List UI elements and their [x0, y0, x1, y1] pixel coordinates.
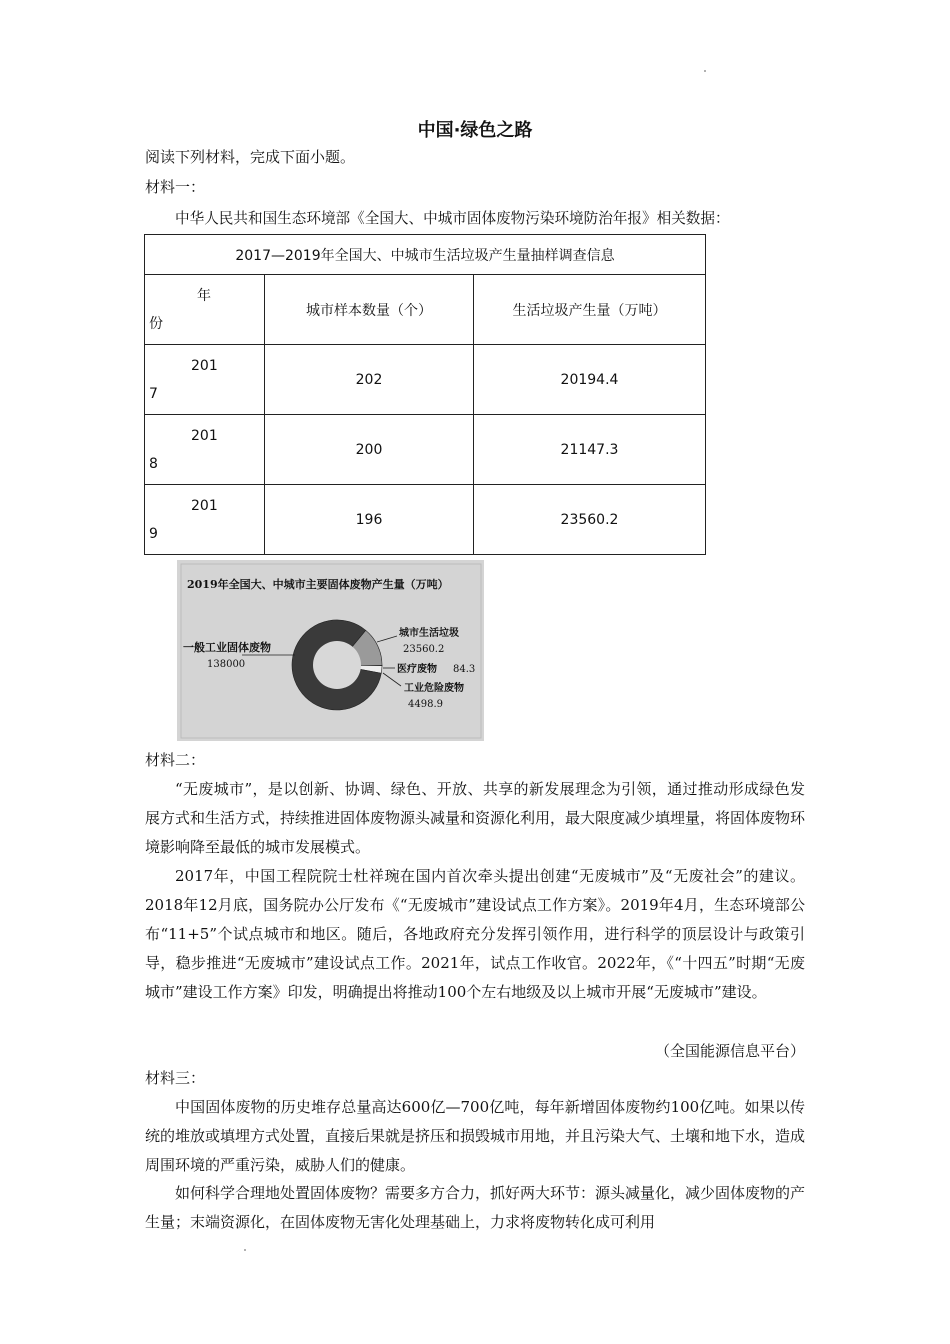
row-cities: 200 — [265, 415, 474, 485]
row-year — [145, 415, 265, 485]
table-row — [145, 485, 706, 555]
row-year-b: 7 — [149, 385, 158, 402]
table-row — [145, 415, 706, 485]
row-garbage: 21147.3 — [474, 415, 706, 485]
row-garbage: 20194.4 — [474, 345, 706, 415]
slice-label-medical: 医疗废物 — [397, 664, 437, 675]
page-title: 中国·绿色之路 — [417, 120, 533, 141]
scan-speck — [244, 1249, 246, 1251]
row-year — [145, 485, 265, 555]
row-year-b: 8 — [149, 455, 158, 472]
material2-source: （全国能源信息平台） — [654, 1042, 805, 1060]
header-year-b: 份 — [149, 315, 163, 332]
header-year-a: 年 — [197, 287, 211, 304]
chart-svg — [177, 560, 484, 741]
header-cities: 城市样本数量（个） — [265, 275, 474, 345]
donut-hole — [313, 641, 361, 689]
row-year-a: 201 — [191, 427, 218, 444]
material3-paragraph-2: 如何科学合理地处置固体废物？需要多方合力，抓好两大环节：源头减量化，减少固体废物的产生量；末端资源化，在固体废物无害化处理基础上，力求将废物转化成可利用 — [145, 1184, 805, 1231]
material2-label: 材料二： — [145, 751, 206, 769]
instruction: 阅读下列材料，完成下面小题。 — [145, 148, 356, 166]
header-year — [145, 275, 265, 345]
slice-value-industrial: 138000 — [207, 659, 246, 670]
row-year-a: 201 — [191, 497, 218, 514]
table-caption: 2017—2019年全国大、中城市生活垃圾产生量抽样调查信息 — [145, 235, 706, 275]
table-row — [145, 345, 706, 415]
slice-value-medical: 84.3 — [453, 664, 476, 675]
material3-label: 材料三： — [145, 1069, 206, 1087]
header-garbage: 生活垃圾产生量（万吨） — [474, 275, 706, 345]
row-cities: 202 — [265, 345, 474, 415]
material1-label: 材料一： — [145, 178, 206, 196]
row-year-b: 9 — [149, 525, 158, 542]
slice-label-industrial: 一般工业固体废物 — [183, 641, 271, 654]
material3-paragraph-1: 中国固体废物的历史堆存总量高达600亿—700亿吨，每年新增固体废物约100亿吨。如果以传统的堆放或填埋方式处置，直接后果就是挤压和损毁城市用地，并且污染大气、土壤和地下水，造成周围环境的严重污染，威胁人们的健康。 — [145, 1098, 806, 1174]
row-cities: 196 — [265, 485, 474, 555]
chart-title: 2019年全国大、中城市主要固体废物产生量（万吨） — [187, 578, 449, 591]
material2-paragraph-2: 2017年，中国工程院院士杜祥琬在国内首次牵头提出创建“无废城市”及“无废社会”的建议。2018年12月底，国务院办公厅发布《“无废城市”建设试点工作方案》。2019年4月，生态环境部公布“11+5”个试点城市和地区。随后，各地政府充分发挥引领作用，进行科学的顶层设计与政策引导，稳步推进“无废城市”建设试点工作。2021年，试点工作收官。2022年，《“十四五”时期“无废城市”建设工作方案》印发，明确提出将推动100个左右地级及以上城市开展“无废城市”建设。 — [145, 867, 805, 1001]
solid-waste-donut-chart — [177, 560, 484, 741]
row-year-a: 201 — [191, 357, 218, 374]
material2-paragraph-1: “无废城市”，是以创新、协调、绿色、开放、共享的新发展理念为引领，通过推动形成绿色发展方式和生活方式，持续推进固体废物源头减量和资源化利用，最大限度减少填埋量，将固体废物环境影响降至最低的城市发展模式。 — [145, 780, 806, 856]
slice-value-hazardous: 4498.9 — [408, 699, 443, 710]
slice-value-municipal: 23560.2 — [403, 644, 445, 655]
row-garbage: 23560.2 — [474, 485, 706, 555]
slice-label-hazardous: 工业危险废物 — [404, 683, 464, 694]
row-year — [145, 345, 265, 415]
scan-speck — [704, 70, 706, 72]
material1-intro: 中华人民共和国生态环境部《全国大、中城市固体废物污染环境防治年报》相关数据： — [175, 210, 730, 227]
slice-label-municipal: 城市生活垃圾 — [399, 628, 459, 639]
garbage-survey-table — [144, 234, 706, 555]
